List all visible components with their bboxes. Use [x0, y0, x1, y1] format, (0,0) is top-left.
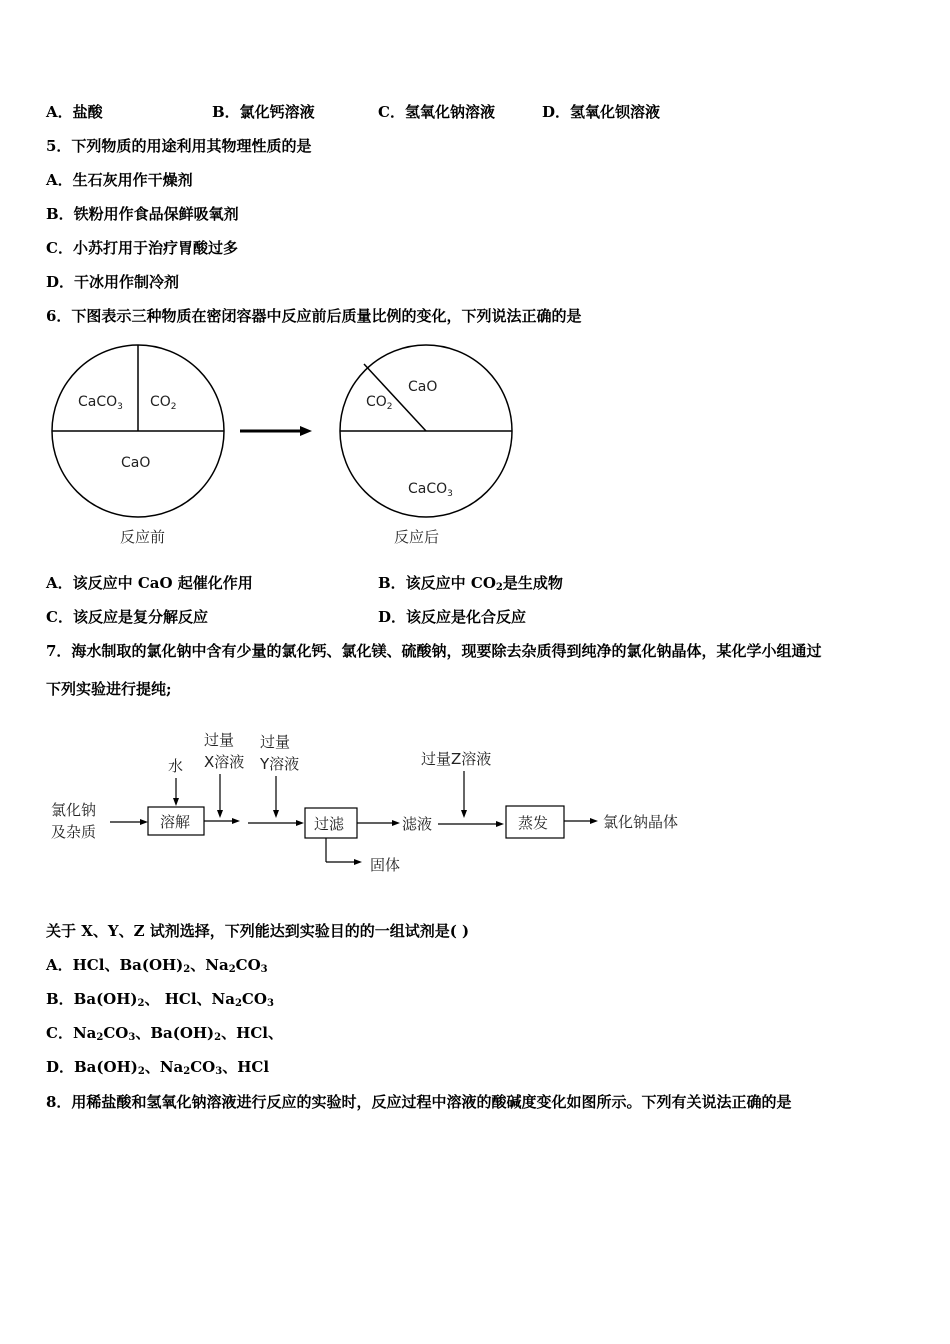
svg-text:过滤: 过滤 [314, 815, 345, 833]
q6-stem: 6．下图表示三种物质在密闭容器中反应前后质量比例的变化，下列说法正确的是 [46, 307, 582, 325]
q5-option-d: D．干冰用作制冷剂 [46, 273, 180, 291]
q5-option-b: B．铁粉用作食品保鲜吸氧剂 [46, 205, 239, 223]
q7-option-c: C．$Na_2CO_3$、$Ba(OH)_2$、HCl、 [46, 1024, 283, 1043]
svg-text:氯化钠晶体: 氯化钠晶体 [603, 813, 679, 831]
purification-flow-chart [51, 731, 678, 874]
svg-text:蒸发: 蒸发 [518, 814, 549, 832]
after-pie-chart [340, 345, 512, 546]
q6-option-a: A．该反应中 CaO 起催化作用 [46, 574, 253, 592]
svg-text:Y溶液: Y溶液 [260, 755, 300, 773]
q7-question: 关于 X、Y、Z 试剂选择，下列能达到实验目的的一组试剂是( ) [46, 922, 470, 940]
q6-option-d: D．该反应是化合反应 [378, 608, 527, 626]
svg-text:及杂质: 及杂质 [51, 823, 97, 841]
q7-stem-line1: 7．海水制取的氯化钠中含有少量的氯化钙、氯化镁、硫酸钠，现要除去杂质得到纯净的氯化钠晶体，某化学小组通过 [46, 642, 822, 660]
svg-text:水: 水 [168, 757, 184, 775]
q7-option-d: D．$Ba(OH)_2$、$Na_2CO_3$、HCl [46, 1058, 270, 1077]
svg-text:CaO: CaO [408, 379, 438, 395]
svg-text:滤液: 滤液 [402, 815, 433, 833]
q4-option-c: C．氢氧化钠溶液 [378, 103, 495, 121]
svg-text:过量: 过量 [260, 733, 291, 751]
svg-text:反应前: 反应前 [120, 528, 166, 546]
svg-text:X溶液: X溶液 [204, 753, 245, 771]
svg-text:过量: 过量 [204, 731, 235, 749]
q4-option-a: A．盐酸 [46, 103, 103, 121]
svg-text:CO2: $CO_2$ [366, 394, 393, 412]
q8-stem: 8．用稀盐酸和氢氧化钠溶液进行反应的实验时，反应过程中溶液的酸碱度变化如图所示。下列有关说法正确的是 [46, 1093, 792, 1111]
svg-text:固体: 固体 [370, 856, 401, 874]
svg-text:氯化钠: 氯化钠 [51, 801, 97, 819]
reaction-arrow-icon [240, 426, 312, 436]
q7-stem-line2: 下列实验进行提纯; [46, 680, 172, 698]
q6-option-c: C．该反应是复分解反应 [46, 608, 208, 626]
q7-option-b: B．$Ba(OH)_2$、 HCl、$Na_2CO_3$ [46, 990, 274, 1009]
q6-option-b: B．该反应中 $CO_2$是生成物 [378, 574, 563, 593]
q5-stem: 5．下列物质的用途利用其物理性质的是 [46, 137, 312, 155]
svg-text:反应后: 反应后 [394, 528, 440, 546]
svg-text:CaCO3: CaCO$_3$ [78, 394, 123, 412]
q4-option-b: B．氯化钙溶液 [212, 103, 315, 121]
svg-text:过量Z溶液: 过量Z溶液 [421, 750, 492, 768]
svg-text:溶解: 溶解 [160, 813, 191, 831]
q7-option-a: A．HCl、$Ba(OH)_2$、$Na_2CO_3$ [46, 956, 268, 975]
svg-text:CaO: CaO [121, 455, 151, 471]
q5-option-c: C．小苏打用于治疗胃酸过多 [46, 239, 238, 257]
svg-text:CO2: $CO_2$ [150, 394, 177, 412]
q4-option-d: D．氢氧化钡溶液 [542, 103, 661, 121]
svg-text:CaCO3: CaCO$_3$ [408, 481, 453, 499]
q5-option-a: A．生石灰用作干燥剂 [46, 171, 193, 189]
before-pie-chart [52, 345, 224, 546]
